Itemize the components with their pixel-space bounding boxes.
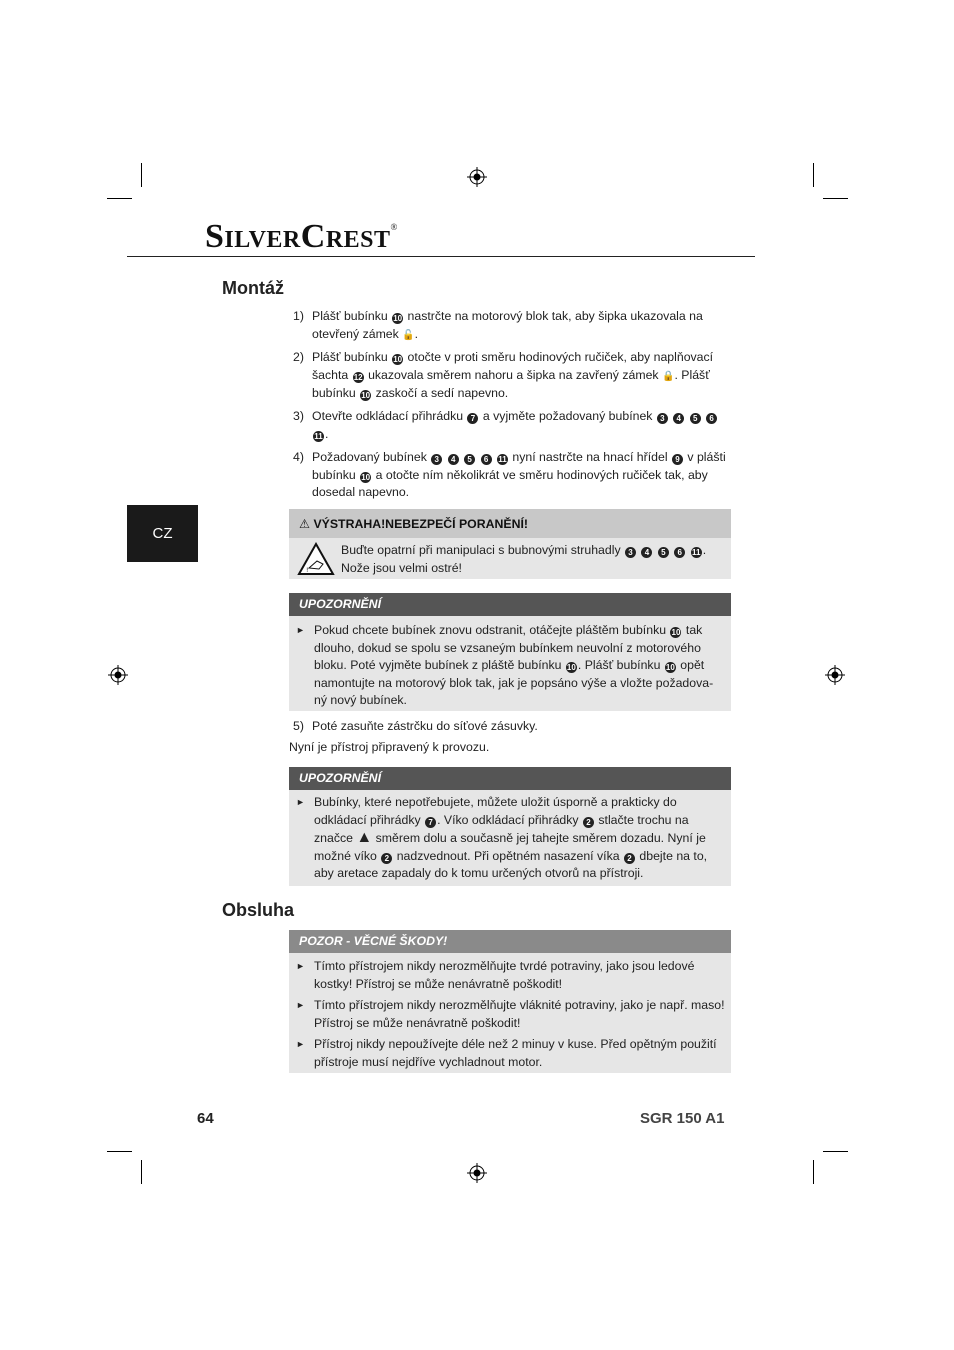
- part-number-badge: 2: [583, 817, 594, 828]
- part-number-badge: 12: [353, 372, 363, 382]
- part-number-badge: 10: [665, 663, 675, 672]
- caution-title-bar: POZOR - VĚCNÉ ŠKODY!: [289, 930, 731, 953]
- crop-mark: [813, 163, 814, 187]
- model-name: SGR 150 A1: [640, 1110, 725, 1127]
- crop-mark: [823, 1151, 848, 1152]
- part-number-badge: 10: [566, 663, 576, 672]
- registration-mark-icon: [467, 1163, 487, 1183]
- part-number-badge: 7: [467, 413, 478, 424]
- part-number-badge: 5: [690, 413, 701, 424]
- note-title-bar: UPOZORNĚNÍ: [289, 593, 731, 616]
- part-number-badge: 4: [448, 454, 459, 465]
- part-number-badge: 3: [657, 413, 668, 424]
- registration-mark-icon: [825, 665, 845, 685]
- assembly-step-1: 1) Plášť bubínku 10 nastrčte na motorový blok tak, aby šipka ukazovala na otevřený zámek 🔓.: [293, 308, 733, 344]
- part-number-badge: 5: [658, 547, 669, 558]
- section-heading-montaz: Montáž: [222, 278, 284, 298]
- header-rule: [127, 256, 755, 257]
- page-number: 64: [197, 1110, 214, 1127]
- svg-text:!: !: [306, 567, 309, 574]
- part-number-badge: 7: [425, 817, 436, 828]
- part-number-badge: 2: [624, 853, 635, 864]
- assembly-step-4: 4) Požadovaný bubínek 3 4 5 6 11 nyní nastrčte na hnací hřídel 9 v plášti bubínku 10 a otočte ním několikrát ve směru hodinových ručiček tak, aby dosedal napevno.: [293, 450, 726, 499]
- blade-hazard-icon: [297, 542, 335, 576]
- brand-logo: SILVERCREST®: [205, 218, 398, 255]
- ready-text: Nyní je přístroj připravený k provozu.: [289, 740, 490, 754]
- part-number-badge: 6: [674, 547, 685, 558]
- assembly-step-5: 5) Poté zasuňte zástrčku do síťové zásuvky.: [293, 719, 538, 733]
- warning-text: Buďte opatrní při manipulaci s bubnovými struhadly 3 4 5 6 11 . Nože jsou velmi ostré!: [341, 543, 707, 575]
- caution-bullet: ► Přístroj nikdy nepoužívejte déle než 2 minuy v kuse. Před opětným použití přístroje musí nejdříve vychladnout motor.: [296, 1037, 717, 1069]
- bullet-arrow-icon: ►: [296, 625, 305, 635]
- part-number-badge: 10: [393, 314, 403, 323]
- crop-mark: [107, 198, 132, 199]
- crop-mark: [823, 198, 848, 199]
- part-number-badge: 2: [381, 853, 392, 864]
- bullet-arrow-icon: ►: [296, 961, 305, 971]
- bullet-arrow-icon: ►: [296, 797, 305, 807]
- part-number-badge: 9: [672, 454, 683, 465]
- part-number-badge: 4: [673, 413, 684, 424]
- crop-mark: [813, 1160, 814, 1184]
- crop-mark: [141, 1160, 142, 1184]
- part-number-badge: 6: [481, 454, 492, 465]
- part-number-badge: 10: [361, 391, 371, 400]
- part-number-badge: 6: [706, 413, 717, 424]
- assembly-step-3: 3) Otevřte odkládací přihrádku 7 a vyjměte požadovaný bubínek 3 4 5 6 11 .: [293, 408, 733, 443]
- part-number-badge: 10: [361, 472, 371, 482]
- caution-bullet: ► Tímto přístrojem nikdy nerozmělňujte vláknité potraviny, jako je např. maso! Přístroj se může nenávratně poškodit!: [296, 998, 725, 1030]
- registration-mark-icon: [467, 167, 487, 187]
- locked-icon: 🔒: [661, 370, 675, 382]
- note-bullet: ► Pokud chcete bubínek znovu odstranit, otáčejte pláštěm bubínku 10 tak dlouho, dokud se spolu se vzsaneým bubínkem neuvolní z motorového bloku. Poté vyjměte bubínek z pláště bubínku 10 . Plášť bubínku 10 opět namontujte na motorový blok tak, jak je popsáno výše a vložte požadova-ný nový bubínek.: [296, 623, 714, 707]
- warning-box: [289, 538, 731, 579]
- part-number-badge: 10: [393, 355, 403, 364]
- part-number-badge: 3: [625, 547, 636, 558]
- note-bullet: ► Bubínky, které nepotřebujete, můžete uložit úsporně a prakticky do odkládací přihrádky 7 . Víko odkládací přihrádky 2 stlačte trochu na značce ▲ směrem dolu a současně jej tahejte směrem dozadu. Nyní je možné víko 2 nadzvednout. Při opětném nasazení víka 2 dbejte na to, aby aretace zapadaly do k tomu určených otvorů na přístroji.: [296, 795, 708, 880]
- crop-mark: [107, 1151, 132, 1152]
- part-number-badge: 5: [464, 454, 475, 465]
- unlocked-icon: 🔓: [402, 329, 415, 341]
- bullet-arrow-icon: ►: [296, 1039, 305, 1049]
- registration-mark-icon: [108, 665, 128, 685]
- note-title-bar: UPOZORNĚNÍ: [289, 767, 731, 790]
- part-number-badge: 11: [691, 548, 701, 557]
- push-mark-icon: ▲: [356, 829, 373, 846]
- caution-bullet: ► Tímto přístrojem nikdy nerozmělňujte tvrdé potraviny, jako jsou ledové kostky! Přístroj se může nenávratně poškodit!: [296, 959, 695, 991]
- crop-mark: [141, 163, 142, 187]
- language-tab: CZ: [127, 505, 198, 562]
- part-number-badge: 10: [671, 628, 681, 637]
- bullet-arrow-icon: ►: [296, 1000, 305, 1010]
- part-number-badge: 11: [498, 455, 507, 464]
- section-heading-obsluha: Obsluha: [222, 900, 295, 920]
- warning-title-bar: ⚠ VÝSTRAHA!NEBEZPEČÍ PORANĚNÍ!: [289, 509, 731, 538]
- part-number-badge: 11: [314, 431, 323, 441]
- part-number-badge: 4: [641, 547, 652, 558]
- part-number-badge: 3: [431, 454, 442, 465]
- warning-triangle-icon: ⚠: [299, 517, 311, 531]
- assembly-step-2: 2) Plášť bubínku 10 otočte v proti směru hodinových ručiček, aby naplňovací šachta 12 ukazovala směrem nahoru a šipka na zavřený zámek 🔒. Plášť bubínku 10 zaskočí a sedí napevno.: [293, 350, 714, 400]
